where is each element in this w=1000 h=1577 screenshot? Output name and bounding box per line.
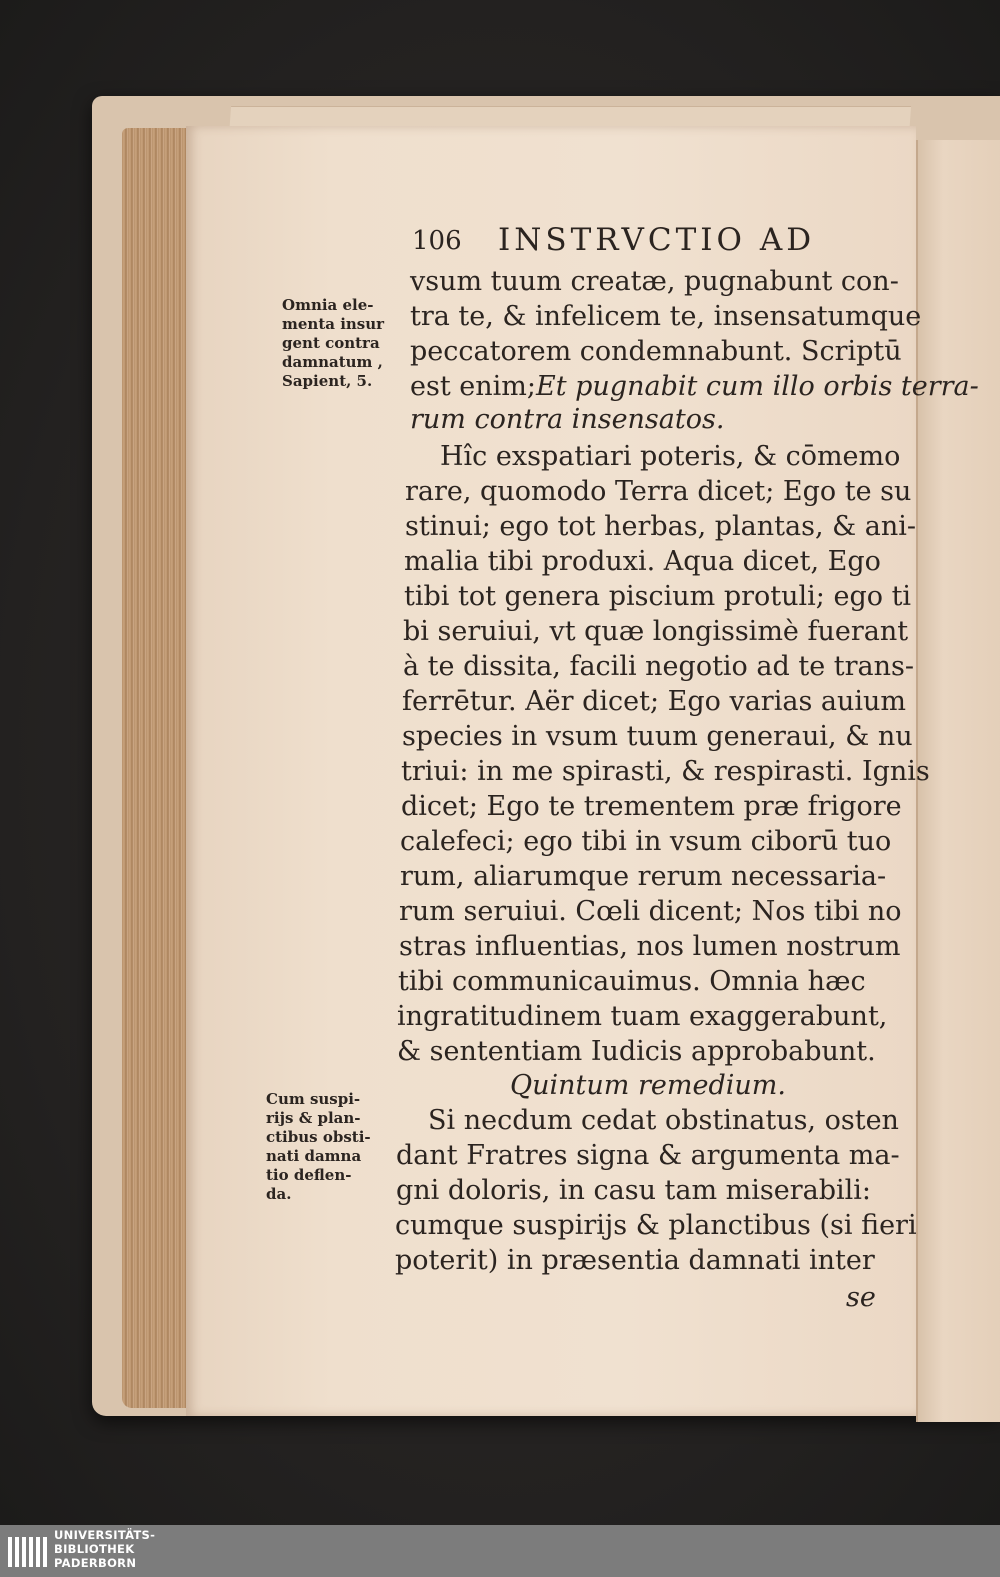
body-line: triui: in me spirasti, & respirasti. Ignis — [401, 756, 930, 787]
body-line: dant Fratres signa & argumenta ma- — [396, 1140, 900, 1171]
margin-note-line: tio deflen- — [266, 1166, 352, 1184]
body-line: rum, aliarumque rerum necessaria- — [400, 861, 887, 892]
library-footer — [0, 1525, 1000, 1577]
margin-note-line: rijs & plan- — [266, 1109, 361, 1127]
section-heading: Quintum remedium. — [510, 1070, 786, 1101]
body-line: poterit) in præsentia damnati inter — [395, 1245, 875, 1276]
body-line: ingratitudinem tuam exaggerabunt, — [397, 1001, 888, 1032]
body-line: à te dissita, facili negotio ad te trans- — [403, 651, 914, 682]
body-line: Hîc exspatiari poteris, & cōmemo — [440, 441, 901, 472]
body-line: malia tibi produxi. Aqua dicet, Ego — [404, 546, 881, 577]
body-line: & sententiam Iudicis approbabunt. — [397, 1036, 876, 1067]
margin-note-1 — [282, 296, 384, 391]
body-line: vsum tuum creatæ, pugnabunt con- — [410, 266, 899, 297]
body-line: dicet; Ego te trementem præ frigore — [401, 791, 902, 822]
body-line-text: est enim; — [410, 371, 536, 402]
catchword: se — [846, 1282, 876, 1313]
margin-note-line: da. — [266, 1185, 292, 1203]
library-name-line: PADERBORN — [54, 1556, 137, 1570]
body-line: ferrētur. Aër dicet; Ego varias auium — [402, 686, 906, 717]
library-logo-icon — [8, 1535, 48, 1569]
body-line: stras influentias, nos lumen nostrum — [399, 931, 901, 962]
library-name — [54, 1528, 155, 1570]
margin-note-line: Cum suspi- — [266, 1090, 361, 1108]
body-line: gni doloris, in casu tam miserabili: — [396, 1175, 872, 1206]
body-line: cumque suspirijs & planctibus (si fieri — [395, 1210, 917, 1241]
body-line: rum seruiui. Cœli dicent; Nos tibi no — [399, 896, 902, 927]
body-line: species in vsum tuum generaui, & nu — [402, 721, 913, 752]
margin-note-line: damnatum , — [282, 353, 383, 371]
body-line: rare, quomodo Terra dicet; Ego te su — [405, 476, 912, 507]
margin-note-line: menta insur — [282, 315, 385, 333]
scripture-quote-cont: rum contra insensatos. — [410, 404, 725, 435]
margin-note-line: ctibus obsti- — [266, 1128, 371, 1146]
body-line — [410, 369, 979, 404]
body-line: calefeci; ego tibi in vsum ciborū tuo — [400, 826, 892, 857]
running-head: INSTRVCTIO AD — [498, 222, 816, 258]
page-header — [412, 222, 852, 262]
margin-note-line: Sapient, 5. — [282, 372, 373, 390]
margin-note-line: Omnia ele- — [282, 296, 374, 314]
body-line: tra te, & infelicem te, insensatumque — [410, 301, 922, 332]
body-line: tibi tot genera piscium protuli; ego ti — [404, 581, 912, 612]
page-number: 106 — [412, 226, 462, 256]
library-name-line: BIBLIOTHEK — [54, 1542, 135, 1556]
body-line: Si necdum cedat obstinatus, osten — [428, 1105, 899, 1136]
body-line: bi seruiui, vt quæ longissimè fuerant — [403, 616, 909, 647]
body-line: tibi communicauimus. Omnia hæc — [398, 966, 866, 997]
body-line: stinui; ego tot herbas, plantas, & ani- — [405, 511, 916, 542]
margin-note-2 — [266, 1090, 371, 1204]
margin-note-line: nati damna — [266, 1147, 362, 1165]
scripture-quote: Et pugnabit cum illo orbis terra- — [535, 371, 979, 402]
margin-note-line: gent contra — [282, 334, 380, 352]
library-name-line: UNIVERSITÄTS- — [54, 1528, 156, 1542]
body-line: peccatorem condemnabunt. Scriptū — [410, 336, 902, 367]
